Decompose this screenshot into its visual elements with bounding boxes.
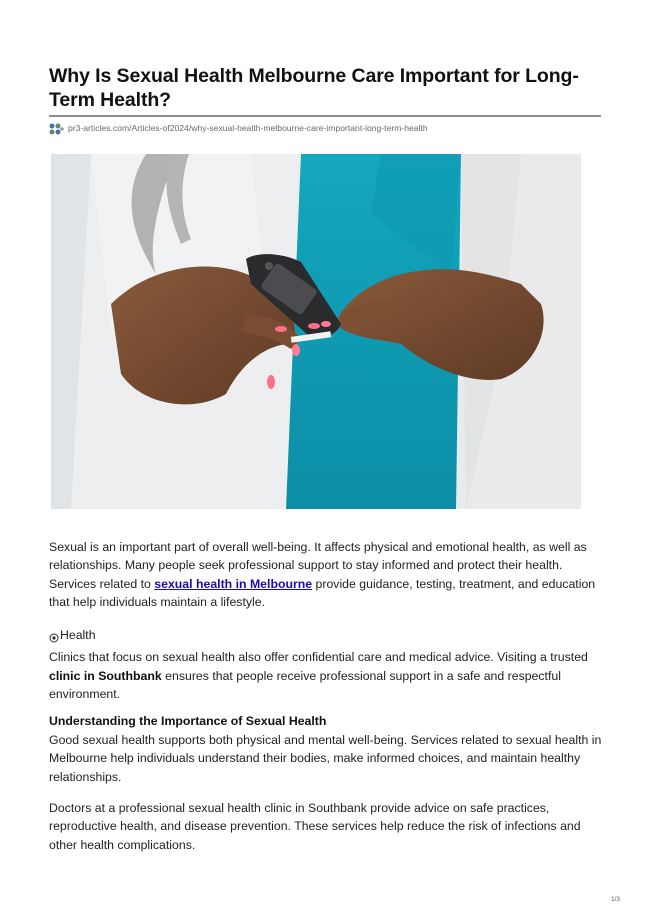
title-divider [49,115,601,117]
page-number: 1/3 [610,896,620,903]
doctors-paragraph: Doctors at a professional sexual health clinic in Southbank provide advice on safe practices, reproductive health, and disease prevention. These services help reduce the risk of infections and other health complications. [49,801,581,852]
source-site-icon [49,122,64,134]
clinic-southbank-bold: clinic in Southbank [49,668,162,683]
health-image-placeholder [49,626,96,644]
broken-image-icon [49,630,59,640]
clinic-paragraph [49,626,604,703]
clinic-text-2: ensures that people receive professional support in a safe and respectful environment. [49,668,561,702]
source-line [49,121,428,134]
health-label: Health [60,628,96,642]
intro-paragraph [49,538,604,611]
clinic-text-1: Clinics that focus on sexual health also offer confidential care and medical advice. Visiting a trusted [49,650,588,665]
intro-text-2: provide guidance, testing, treatment, and education that help individuals maintain a lifestyle. [49,576,596,609]
section-heading: Understanding the Importance of Sexual Health [49,714,327,728]
sexual-health-melbourne-link[interactable]: sexual health in Melbourne [154,576,313,591]
source-url-link[interactable]: pr3-articles.com/Articles-of2024/why-sexual-health-melbourne-care-important-long-term-health [68,122,428,133]
wellbeing-paragraph: Good sexual health supports both physical and mental well-being. Services related to sexual health in Melbourne help individuals understand their bodies, make informed choices, and maintain healthy relationships. [49,733,602,784]
hero-photo [51,154,581,509]
intro-text-1: Sexual is an important part of overall well-being. It affects physical and emotional health, as well as relationships. Many people seek professional support to stay informed and protect their health. Services related to [49,540,587,591]
article-title: Why Is Sexual Health Melbourne Care Important for Long-Term Health? [49,65,579,111]
